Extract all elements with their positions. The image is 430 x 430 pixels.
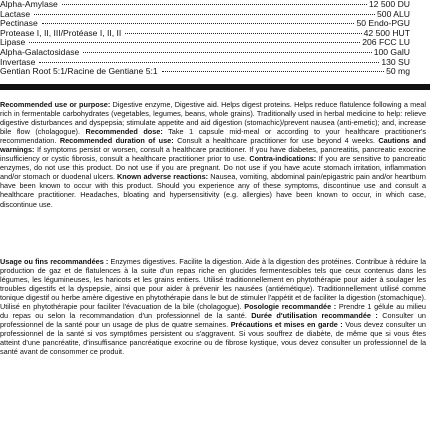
english-directions xyxy=(0,100,426,209)
enzyme-amount: 50 Endo-PGU xyxy=(356,18,410,29)
enzyme-amount: 500 ALU xyxy=(377,8,410,19)
enzyme-name: Protease I, II, III/Protéase I, II, II xyxy=(0,27,122,38)
enzyme-amount: 130 SU xyxy=(381,56,410,67)
dot-leader xyxy=(34,14,375,15)
enzyme-name: Alpha-Galactosidase xyxy=(0,46,80,57)
duration-text-en: Consult a healthcare practitioner for use beyond 4 weeks. xyxy=(173,136,379,146)
section-divider xyxy=(0,84,430,90)
enzyme-amount: 12 500 DU xyxy=(368,0,410,9)
french-directions xyxy=(0,257,426,357)
dose-text-fr: Prendre 1 gélule au milieu du repas ou selon la recommandation d'un professionnel de la santé. xyxy=(0,302,426,321)
cautions-heading-en: Cautions and warnings: xyxy=(0,136,427,155)
dot-leader xyxy=(39,62,379,63)
enzyme-row xyxy=(0,48,410,58)
enzyme-table xyxy=(0,0,410,77)
dot-leader xyxy=(62,4,367,5)
enzyme-name: Gentian Root 5:1/Racine de Gentiane 5:1 xyxy=(0,66,158,77)
enzyme-name: Alpha-Amylase xyxy=(0,0,58,9)
contraindications-text-en: If you are sensitive to pancreatic enzymes, do not use this product. Do not use if you are pregnant. Do not use if you have acute stomach irritation, inflammation and/or stomach or duodenal ulcers. xyxy=(0,154,427,182)
duration-heading-fr: Durée d'utilisation recommandée : xyxy=(251,311,378,321)
cautions-text-en: If symptoms persist or worsen, consult a healthcare practitioner. If you have diabetes, pancreatitis, pancreatic exocrine insufficiency or cystic fibrosis, consult a healthcare practitioner prior to use. xyxy=(0,145,426,164)
enzyme-row xyxy=(0,67,410,77)
dose-heading-fr: Posologie recommandée : xyxy=(244,302,337,312)
enzyme-row xyxy=(0,10,410,20)
dot-leader xyxy=(83,52,371,53)
enzyme-row xyxy=(0,29,410,39)
cautions-text-fr: Vous devez consulter un professionnel de la santé si vos symptômes persistent ou s'aggravent. Si vous souffrez de diabète, de même que si vous êtes atteint d'une pancréatite, d'insuffisance pancréatique exocrine ou de fibrose kystique, vous devez consulter un professionnel de la santé avant de consommer ce produit. xyxy=(0,320,426,357)
dose-heading-en: Recommended dose: xyxy=(85,127,163,137)
dot-leader xyxy=(125,33,361,34)
adverse-heading-en: Known adverse reactions: xyxy=(117,172,209,182)
use-text-fr: Enzymes digestives. Facilite la digestion. Aide à la digestion des protéines. Contribue à réduire la production de gaz et de flatulences à la suite d'un repas riche en glucides fermentescibles tels que ceux contenus dans les légumes, les légumineuses, les haricots et les grains entiers. Utilisé traditionnellement en phytothérapie pour aider à soulager les troubles digestifs et la dyspepsie, ainsi que pour aider à prévenir les nausées (antiémétique). Traditionnellement utilisé comme tonique digestif ou herbe amère digestive en phytothérapie dans le but de stimuler l'appétit et de faciliter la digestion (stomachique). Utilisé en phytothérapie pour faciliter l'évacuation de la bile (cholagogue). xyxy=(0,257,426,312)
enzyme-row xyxy=(0,0,410,10)
enzyme-name: Lipase xyxy=(0,37,26,48)
dot-leader xyxy=(29,42,360,43)
adverse-text-en: Nausea, vomiting, abdominal pain/epigastric pain and/or heartburn have been known to occur with this product. Should you experience any of these symptoms, discontinue use and consult a healthcare practitioner. Headaches, bloating and hypersensitivity (e.g. allergies) have been known to occur, in which case, discontinue use. xyxy=(0,172,426,209)
dose-text-en: Take 1 capsule mid-meal or according to your healthcare practitioner's recommendation. xyxy=(0,127,427,146)
duration-text-fr: Consulter un professionnel de la santé pour un usage de plus de quatre semaines. xyxy=(0,311,426,330)
enzyme-amount: 50 mg xyxy=(386,66,410,77)
use-text-en: Digestive enzyme, Digestive aid. Helps digest proteins. Helps reduce flatulence following a meal rich in fermentable carbohydrates (vegetables, legumes, beans, whole grains). Traditionally used in herbal medicine to help: relieve digestive disturbances and dyspepsia; stimulate appetite and aid digestion (stomachic)/prevent nausea (anti-emetic); and, increase bile flow (cholagogue). xyxy=(0,100,426,137)
enzyme-name: Pectinase xyxy=(0,18,38,29)
use-heading-fr: Usage ou fins recommandées : xyxy=(0,257,109,266)
dot-leader xyxy=(162,71,384,72)
contraindications-heading-en: Contra-indications: xyxy=(249,154,317,164)
enzyme-amount: 206 FCC LU xyxy=(362,37,410,48)
cautions-heading-fr: Précautions et mises en garde : xyxy=(230,320,343,330)
dot-leader xyxy=(42,23,355,24)
duration-heading-en: Recommended duration of use: xyxy=(59,136,174,146)
enzyme-name: Invertase xyxy=(0,56,36,67)
enzyme-amount: 100 GalU xyxy=(373,46,410,57)
use-heading-en: Recommended use or purpose: xyxy=(0,100,111,109)
enzyme-amount: 42 500 HUT xyxy=(363,27,410,38)
enzyme-name: Lactase xyxy=(0,8,31,19)
